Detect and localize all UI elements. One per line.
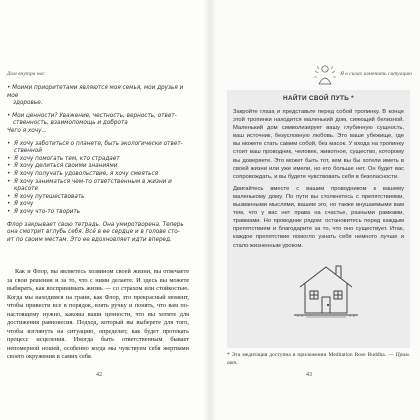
wish-item: • Я хочу путешествовать bbox=[7, 194, 187, 202]
box-title: НАЙТИ СВОЙ ПУТЬ * bbox=[283, 95, 354, 102]
footnote-text: * Эта медитация доступна в приложении Meditation Rose Buddha. — bbox=[227, 352, 396, 358]
wish-prompt: Чего я хочу... bbox=[7, 127, 47, 134]
wish-item: ственной bbox=[14, 148, 42, 155]
box-text bbox=[233, 108, 404, 254]
handwritten-notes bbox=[7, 85, 187, 244]
meditation-box bbox=[227, 90, 410, 348]
wish-item: • Я хочу делиться своими знаниями bbox=[7, 163, 187, 171]
values-line: • Мои ценности? Уважение, честность, верность, ответ- bbox=[7, 112, 177, 119]
priorities-line: здоровье. bbox=[13, 100, 43, 107]
footnote-attribution: Прим. авт. bbox=[227, 352, 410, 366]
wish-item: • Я хочу bbox=[7, 201, 187, 209]
footnote bbox=[227, 352, 410, 367]
page-number-left: 42 bbox=[96, 372, 102, 378]
closing-handwritten: Флор закрывает свою тетрадь. Она умиротворена. Теперь bbox=[7, 221, 184, 228]
wish-item: • Я хочу что-то творить bbox=[7, 209, 187, 217]
figure-ornament-icon bbox=[312, 63, 338, 87]
wish-item: • Я хочу получать удовольствие, я хочу смеяться bbox=[7, 171, 187, 179]
body-paragraph: Как и Флор, вы являетесь хозяином своей жизни, вы отвечаете за свои решения и за то, что с ними делаете. И здесь вы можете выбирать, как воспринимать жизнь — со страхом или стойкостью. Когда мы находимся на грани, как Флор, это прекрасный момент, чтобы привести все в порядок, взять ручку и понять, что вам по-настоящему нужно, каковы ваши ценности, что вы хотите для достижения равновесия. Подход, который вы выберете для того, чтобы взглянуть на ситуацию, определит, как будет протекать процесс исцеления. Иногда быть ответственным бывает непомерной ношей, особенно когда мы чувствуем себя жертвами своего окружения и самих себя. bbox=[7, 268, 189, 360]
box-paragraph: Двигайтесь вместе с вашим проводником к вашему маленькому дому. По пути вы столкнетесь с препятствиями, вызванными мыслями, вашим эго, но также внушаемыми вам тем, что у вас нет права на счастье, разными рамками, травмами. Но проводник рядом: остановитесь перед каждым препятствием и благодарите за то, что оно существует. Итак, каждое препятствие помогло узнать себя немного лучше и стало жизненным уроком. bbox=[233, 185, 404, 249]
gutter-shadow bbox=[203, 0, 217, 420]
closing-handwritten: ит по своим местам. Это ее вдохновляет идти вперед. bbox=[7, 236, 172, 243]
wish-item: • Я хочу заниматься чем-то ответственным в жизни и bbox=[7, 179, 187, 187]
house-illustration-icon bbox=[292, 257, 360, 325]
box-paragraph: Закройте глаза и представьте перед собой тропинку. В конце этой тропинки находится маленький дом, сияющий белизной. Маленький дом символизирует вашу глубинную сущность, ваш источник, безусловную любовь. Это ваше убежище, где вы можете стать самим собой, без масок. У входа на тропинку стоит ваш проводник, человек, животное, существо, которому вы доверяете. Это может быть тот, кем вы бы хотели иметь в своей жизни или уже имели, но его больше нет. Он будет вас сопровождать, и вы будете чувствовать себя в безопасности. bbox=[233, 109, 404, 180]
running-head-right: Я в силах изменить ситуацию bbox=[340, 71, 412, 77]
wish-list bbox=[7, 141, 187, 217]
body-text bbox=[7, 268, 189, 362]
closing-handwritten: она смотрит вглубь себя. Всё в ее сердце и в голове сто- bbox=[7, 229, 180, 236]
wish-item: • Я хочу заботиться о планете, быть экологически ответ- bbox=[7, 141, 187, 149]
wish-item: • Я хочу помогать тем, кто страдает bbox=[7, 156, 187, 164]
values-line: ственность, взаимопомощь и доброта bbox=[13, 120, 128, 127]
page-number-right: 43 bbox=[306, 372, 312, 378]
priorities-line: • Моими приоритетами являются моя семья, мои друзья и мое bbox=[7, 85, 184, 99]
wish-item: красоте bbox=[14, 186, 38, 193]
running-head-left: Дом внутри нас bbox=[7, 71, 45, 77]
